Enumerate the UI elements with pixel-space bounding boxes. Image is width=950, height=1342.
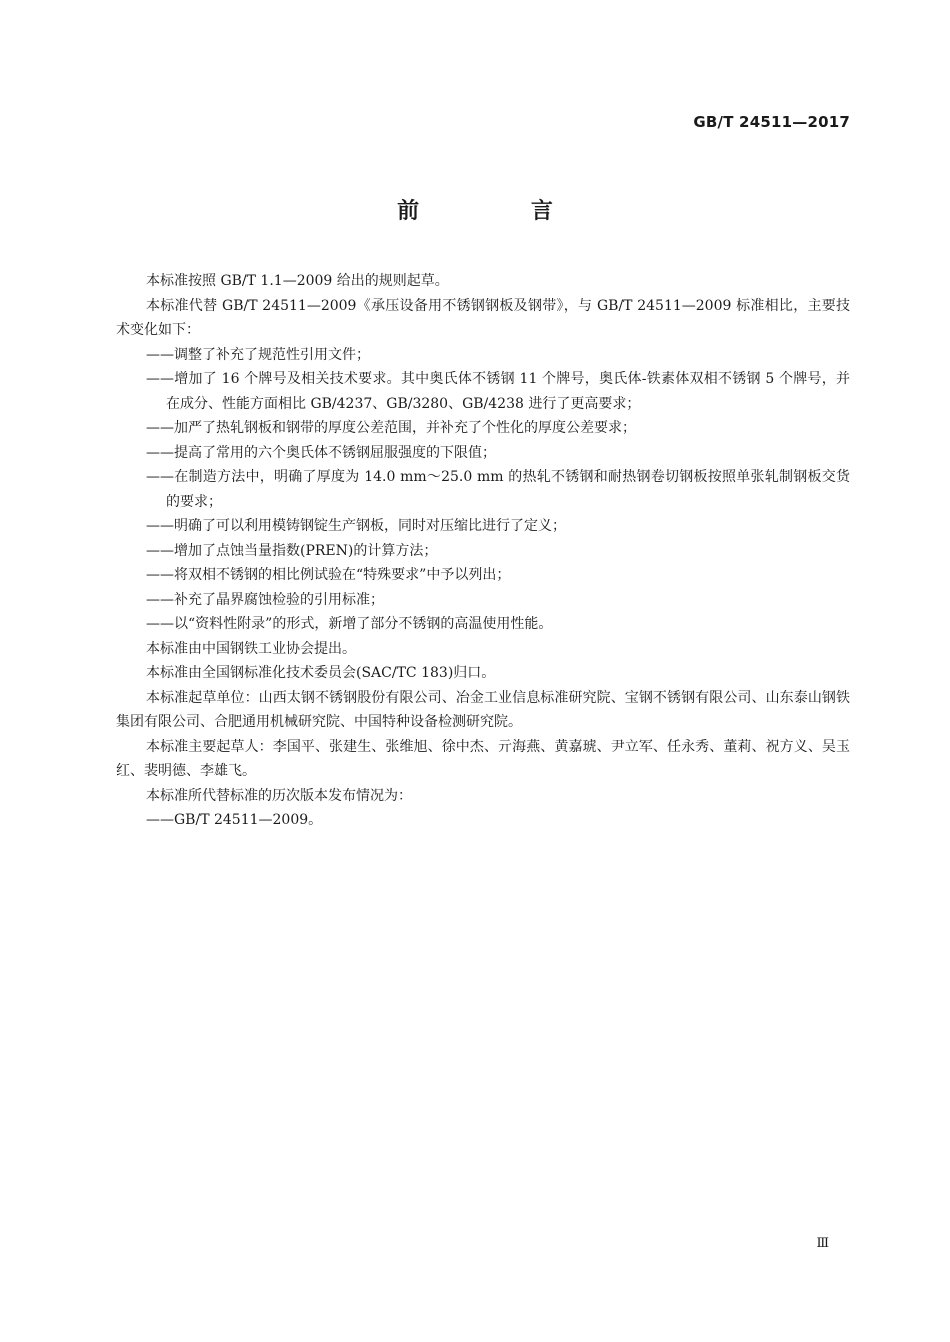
- list-item: ——补充了晶界腐蚀检验的引用标准；: [146, 591, 384, 608]
- list-item: ——将双相不锈钢的相比例试验在“特殊要求”中予以列出；: [146, 567, 511, 583]
- paragraph-drafting-rules: 本标准按照 GB/T 1.1—2009 给出的规则起草。: [146, 273, 449, 289]
- foreword-body: [116, 269, 850, 833]
- paragraph-replacement: 本标准代替 GB/T 24511—2009《承压设备用不锈钢钢板及钢带》，与 GB/T 24511—2009 标准相比，主要技术变化如下：: [116, 297, 850, 338]
- paragraph-proposer: 本标准由中国钢铁工业协会提出。: [146, 640, 356, 657]
- paragraph-committee: 本标准由全国钢标准化技术委员会(SAC/TC 183)归口。: [146, 665, 496, 681]
- page-number: Ⅲ: [816, 1236, 829, 1251]
- list-item: ——加严了热轧钢板和钢带的厚度公差范围，并补充了个性化的厚度公差要求；: [146, 420, 636, 436]
- standard-number: GB/T 24511—2017: [693, 113, 850, 131]
- list-item: ——以“资料性附录”的形式，新增了部分不锈钢的高温使用性能。: [146, 616, 553, 632]
- list-item: ——增加了点蚀当量指数(PREN)的计算方法；: [146, 542, 438, 559]
- paragraph-drafting-units: 本标准起草单位：山西太钢不锈钢股份有限公司、冶金工业信息标准研究院、宝钢不锈钢有限公司、山东泰山钢铁集团有限公司、合肥通用机械研究院、中国特种设备检测研究院。: [116, 689, 850, 730]
- list-item: ——调整了补充了规范性引用文件；: [146, 346, 370, 363]
- paragraph-drafters: 本标准主要起草人：李国平、张建生、张维旭、徐中杰、亓海燕、黄嘉琥、尹立军、任永秀、董莉、祝方义、吴玉红、裴明德、李雄飞。: [116, 738, 850, 779]
- list-item: ——在制造方法中，明确了厚度为 14.0 mm～25.0 mm 的热轧不锈钢和耐热钢卷切钢板按照单张轧制钢板交货的要求；: [146, 469, 850, 510]
- list-item: ——明确了可以利用模铸钢锭生产钢板，同时对压缩比进行了定义；: [146, 518, 566, 534]
- list-item: ——GB/T 24511—2009。: [146, 812, 323, 828]
- changes-list: [116, 343, 850, 637]
- history-list: [116, 808, 850, 833]
- list-item: ——提高了常用的六个奥氏体不锈钢屈服强度的下限值；: [146, 444, 496, 461]
- list-item: ——增加了 16 个牌号及相关技术要求。其中奥氏体不锈钢 11 个牌号，奥氏体-铁素体双相不锈钢 5 个牌号，并在成分、性能方面相比 GB/4237、GB/3280、GB/4238 进行了更高要求；: [146, 371, 850, 412]
- paragraph-history-intro: 本标准所代替标准的历次版本发布情况为：: [146, 787, 412, 804]
- page-title: 前 言: [397, 199, 605, 224]
